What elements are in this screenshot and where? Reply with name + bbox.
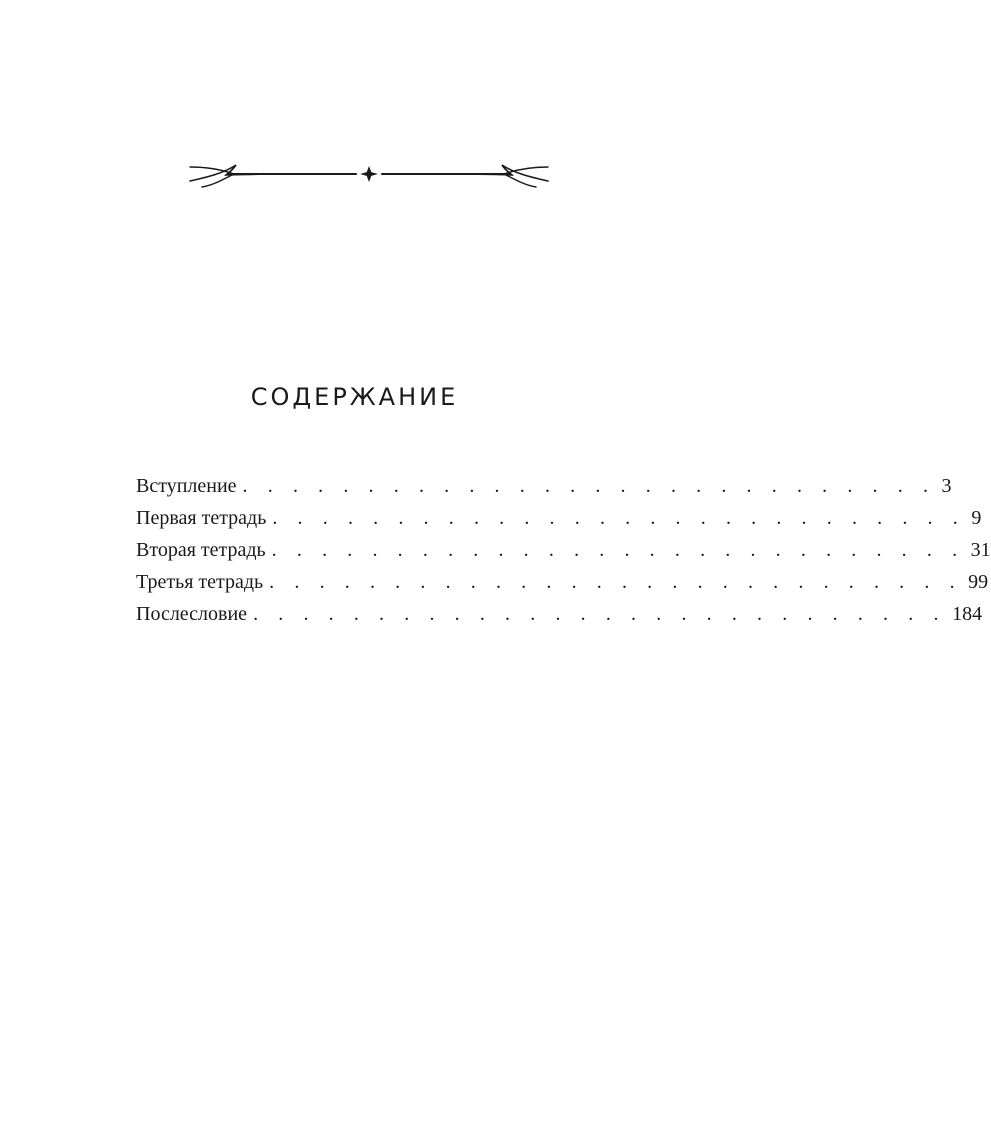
- toc-entry[interactable]: [136, 600, 983, 632]
- toc-entry-label: Первая тетрадь: [136, 507, 267, 529]
- toc-entry-page: 3: [941, 475, 952, 497]
- page-title: СОДЕРЖАНИЕ: [250, 383, 459, 411]
- toc-dot-leader: . . . . . . . . . . . . . . . . . . . . . . . . . . . .: [272, 507, 966, 529]
- toc-entry[interactable]: [136, 504, 982, 536]
- toc-entry-label: Вступление: [136, 475, 237, 497]
- toc-dot-leader: . . . . . . . . . . . . . . . . . . . . . . . . . . . .: [271, 539, 965, 561]
- toc-dot-leader: . . . . . . . . . . . . . . . . . . . . . . . . . . . .: [242, 475, 936, 497]
- toc-dot-leader: . . . . . . . . . . . . . . . . . . . . . . . . . . . .: [253, 603, 947, 625]
- toc-entry[interactable]: [136, 568, 989, 600]
- toc-entry-label: Третья тетрадь: [136, 571, 264, 593]
- toc-entry-label: Вторая тетрадь: [136, 539, 266, 561]
- toc-entry[interactable]: [136, 536, 991, 568]
- toc-entry-page: 9: [971, 507, 982, 529]
- toc-entry-page: 31: [970, 539, 991, 561]
- toc-entry[interactable]: [136, 472, 952, 504]
- toc-dot-leader: . . . . . . . . . . . . . . . . . . . . . . . . . . . .: [269, 571, 963, 593]
- toc-entry-page: 184: [952, 603, 983, 625]
- toc-entry-label: Послесловие: [136, 603, 248, 625]
- flourish-divider-icon: [188, 155, 550, 195]
- toc-entry-page: 99: [968, 571, 989, 593]
- table-of-contents: [136, 472, 991, 632]
